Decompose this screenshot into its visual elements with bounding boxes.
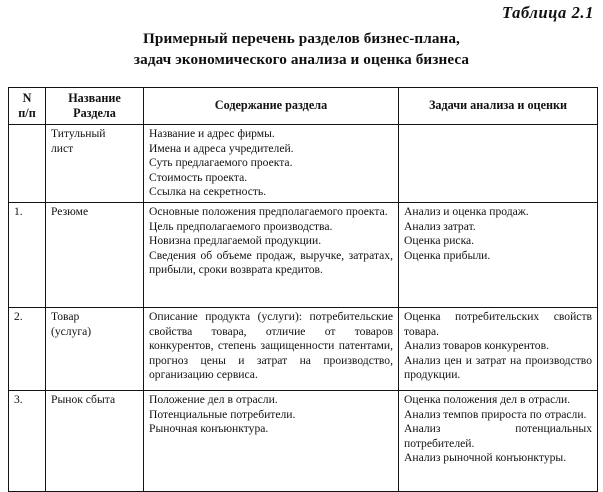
- table-body: [9, 125, 598, 492]
- column-header-number: [9, 88, 46, 125]
- table-header-row: [9, 88, 598, 125]
- column-header-section-name-line-2: Раздела: [73, 105, 116, 120]
- page-title: [0, 28, 603, 70]
- content-line: Имена и адреса учредителей.: [149, 141, 294, 155]
- cell-section-name: [46, 390, 144, 491]
- content-line: Положение дел в отрасли.: [149, 392, 278, 406]
- cell-row-number: 3.: [9, 390, 46, 491]
- cell-analysis-tasks: [399, 125, 598, 203]
- column-header-analysis-tasks: Задачи анализа и оценки: [399, 88, 598, 125]
- column-header-section-name: [46, 88, 144, 125]
- column-header-number-line-1: N: [22, 91, 32, 105]
- cell-section-content: [144, 125, 399, 203]
- content-line: Ссылка на секретность.: [149, 185, 267, 199]
- task-line: Анализ темпов прироста по отрасли.: [404, 407, 587, 421]
- content-line: Суть предлагаемого проекта.: [149, 156, 293, 170]
- cell-analysis-tasks: [399, 307, 598, 390]
- cell-analysis-tasks: [399, 202, 598, 307]
- task-line: Анализ товаров конкурентов.: [404, 339, 549, 353]
- content-line: Сведения об объеме продаж, выручке, затратах, прибыли, сроки возврата кредитов.: [149, 248, 393, 277]
- content-line: Новизна предлагаемой продукции.: [149, 234, 322, 248]
- content-line: Название и адрес фирмы.: [149, 127, 275, 140]
- cell-analysis-tasks: [399, 390, 598, 491]
- section-name-line: Товар: [51, 309, 80, 323]
- cell-section-name: [46, 307, 144, 390]
- cell-section-content: [144, 307, 399, 390]
- page-title-line-1: Примерный перечень разделов бизнес-плана,: [143, 30, 460, 47]
- task-line: Анализ цен и затрат на производство продукции.: [404, 353, 592, 382]
- task-line: Анализ потенциальных потребителей.: [404, 422, 592, 450]
- section-name-line: (услуга): [51, 324, 92, 338]
- table-row: [9, 125, 598, 203]
- task-line: Оценка прибыли.: [404, 248, 491, 262]
- task-line: Анализ затрат.: [404, 219, 476, 233]
- cell-section-name: [46, 125, 144, 203]
- content-line: Рыночная конъюнктура.: [149, 422, 269, 436]
- cell-row-number: 1.: [9, 202, 46, 307]
- table-container: [8, 87, 597, 492]
- section-name-line: лист: [51, 141, 74, 155]
- cell-section-content: [144, 202, 399, 307]
- section-name-line: Титульный: [51, 127, 106, 140]
- task-line: Оценка положения дел в отрасли.: [404, 392, 571, 406]
- page-title-line-2: задач экономического анализа и оценка бизнеса: [133, 51, 470, 68]
- task-line: Оценка риска.: [404, 234, 475, 248]
- section-name-line: Рынок сбыта: [51, 392, 116, 406]
- content-line: Описание продукта (услуги): потребительские свойства товара, отличие от товаров конкурентов, степень защищенности патентами, прогноз цены и затрат на производство, организацию сервиса.: [149, 309, 393, 382]
- content-line: Основные положения предполагаемого проекта.: [149, 204, 388, 218]
- cell-section-content: [144, 390, 399, 491]
- table-row: [9, 202, 598, 307]
- table-row: [9, 307, 598, 390]
- column-header-section-name-line-1: Название: [68, 91, 121, 105]
- cell-section-name: [46, 202, 144, 307]
- business-plan-table: [8, 87, 598, 492]
- content-line: Цель предполагаемого производства.: [149, 219, 333, 233]
- table-row: [9, 390, 598, 491]
- column-header-number-line-2: п/п: [18, 105, 36, 120]
- task-line: Анализ рыночной конъюнктуры.: [404, 451, 567, 465]
- task-line: Оценка потребительских свойств товара.: [404, 309, 592, 338]
- section-name-line: Резюме: [51, 204, 89, 218]
- table-header: [9, 88, 598, 125]
- task-line: Анализ и оценка продаж.: [404, 204, 529, 218]
- cell-row-number: 2.: [9, 307, 46, 390]
- column-header-section-content: Содержание раздела: [144, 88, 399, 125]
- content-line: Стоимость проекта.: [149, 170, 248, 184]
- content-line: Потенциальные потребители.: [149, 407, 296, 421]
- table-number-label: Таблица 2.1: [502, 3, 594, 22]
- cell-row-number: [9, 125, 46, 203]
